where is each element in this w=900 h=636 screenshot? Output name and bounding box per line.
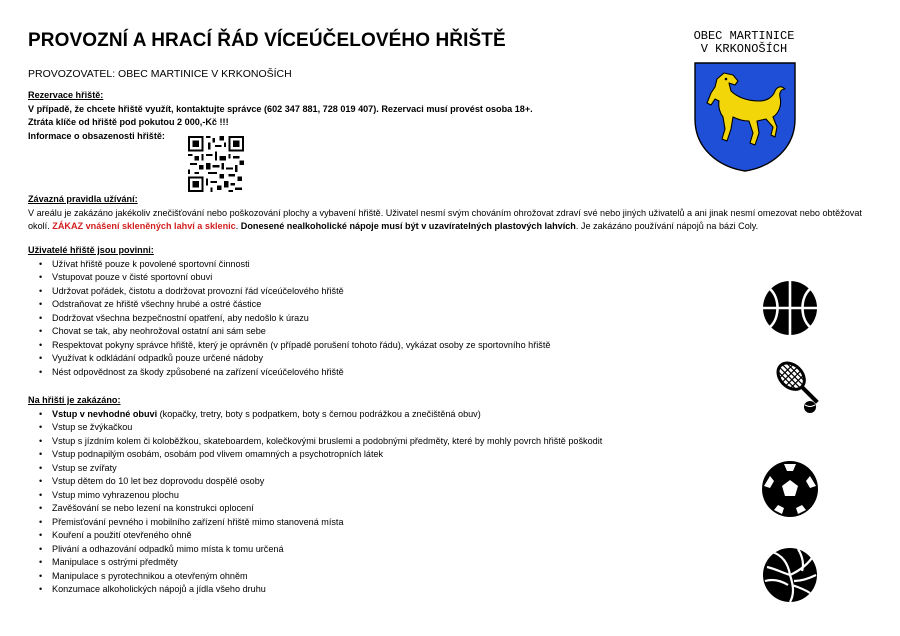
list-item: • Respektovat pokyny správce hřiště, který je oprávněn (v případě porušení tohoto řádu), vykázat osoby ze sportovního hřiště [28, 339, 748, 353]
list-item: • Vstup mimo vyhrazenou plochu [28, 489, 748, 503]
rules-text-part-2: . [235, 221, 241, 231]
rules-heading: Závazná pravidla užívání: [28, 194, 138, 204]
list-item: • Manipulace s pyrotechnikou a otevřeným ohněm [28, 570, 748, 584]
page-title: PROVOZNÍ A HRACÍ ŘÁD VÍCEÚČELOVÉHO HŘIŠTĚ [28, 30, 506, 51]
list-item: • Vstup s jízdním kolem či koloběžkou, skateboardem, kolečkovými bruslemi a podobnými předměty, které by mohly povrch hřiště poškodit [28, 435, 748, 449]
reservation-section [28, 89, 648, 143]
rules-text-part-1: V areálu je zakázáno jakékoliv znečišťování nebo poškozování plochy a vybavení hřiště. Uživatel nesmí svým chováním ohrožovat zdraví své nebo jiných uživatelů a ani jinak nesmí omezovat nebo obtěžovat okolí. [28, 207, 862, 231]
forbidden-heading: Na hřišti je zakázáno: [28, 395, 121, 405]
list-item: • Nést odpovědnost za škody způsobené na zařízení víceúčelového hřiště [28, 366, 748, 380]
list-item: • Užívat hřiště pouze k povolené sportovní činnosti [28, 258, 748, 272]
list-item: • Využívat k odkládání odpadků pouze určené nádoby [28, 352, 748, 366]
rules-text-part-3: . Je zakázáno používání nápojů na bázi Coly. [575, 221, 759, 231]
list-item: • Vstup se zvířaty [28, 462, 748, 476]
list-item: • Vstupovat pouze v čisté sportovní obuvi [28, 271, 748, 285]
list-item: • Odstraňovat ze hřiště všechny hrubé a ostré částice [28, 298, 748, 312]
municipality-name [684, 30, 804, 56]
list-item: • Udržovat pořádek, čistotu a dodržovat provozní řád víceúčelového hřiště [28, 285, 748, 299]
reservation-contact: V případě, že chcete hřiště využít, kontaktujte správce (602 347 881, 728 019 407). Rezervaci musí provést osoba 18+. [28, 103, 533, 114]
reservation-key-fine: Ztráta klíče od hřiště pod pokutou 2 000,-Kč !!! [28, 117, 229, 127]
qr-code[interactable] [188, 136, 244, 192]
list-item: • Manipulace s ostrými předměty [28, 556, 748, 570]
drinks-rule: Donesené nealkoholické nápoje musí být v uzavíratelných plastových lahvích [240, 221, 576, 231]
list-item: • Kouření a použití otevřeného ohně [28, 529, 748, 543]
forbidden-section [28, 394, 748, 597]
municipality-line-1: OBEC MARTINICE [693, 29, 795, 43]
operator-line: PROVOZOVATEL: OBEC MARTINICE V KRKONOŠÍCH [28, 68, 292, 80]
reservation-heading: Rezervace hřiště: [28, 90, 104, 100]
rules-text [28, 207, 868, 234]
soccer-ball-icon [760, 458, 820, 520]
volleyball-icon [760, 545, 820, 605]
list-item: • Přemisťování pevného i mobilního zařízení hřiště mimo stanovená místa [28, 516, 748, 530]
forbidden-shoes-detail: (kopačky, tretry, boty s podpatkem, boty s černou podrážkou a znečištěná obuv) [157, 408, 481, 419]
list-item [28, 408, 748, 422]
basketball-icon [760, 278, 820, 338]
list-item: • Konzumace alkoholických nápojů a jídla všeho druhu [28, 583, 748, 597]
users-heading: Uživatelé hřiště jsou povinni: [28, 245, 154, 255]
list-item: • Dodržovat všechna bezpečnostní opatření, aby nedošlo k úrazu [28, 312, 748, 326]
list-item: • Vstup dětem do 10 let bez doprovodu dospělé osoby [28, 475, 748, 489]
coat-of-arms-icon [693, 61, 797, 173]
list-item: • Vstup se žvýkačkou [28, 421, 748, 435]
forbidden-shoes-bold: Vstup v nevhodné obuvi [52, 408, 158, 419]
municipality-line-2: V KRKONOŠÍCH [700, 42, 788, 56]
list-item: • Vstup podnapilým osobám, osobám pod vlivem omamných a psychotropních látek [28, 448, 748, 462]
users-section [28, 244, 748, 379]
reservation-occupancy-label: Informace o obsazenosti hřiště: [28, 130, 165, 141]
users-duties-list [28, 258, 748, 380]
list-item: • Zavěšování se nebo lezení na konstrukci oplocení [28, 502, 748, 516]
glass-ban-warning: ZÁKAZ vnášení skleněných lahví a sklenic [52, 221, 236, 231]
list-item: • Chovat se tak, aby neohrožoval ostatní ani sám sebe [28, 325, 748, 339]
tennis-icon [760, 355, 820, 417]
rules-section [28, 193, 868, 234]
forbidden-list [28, 408, 748, 597]
list-item: • Plivání a odhazování odpadků mimo místa k tomu určená [28, 543, 748, 557]
